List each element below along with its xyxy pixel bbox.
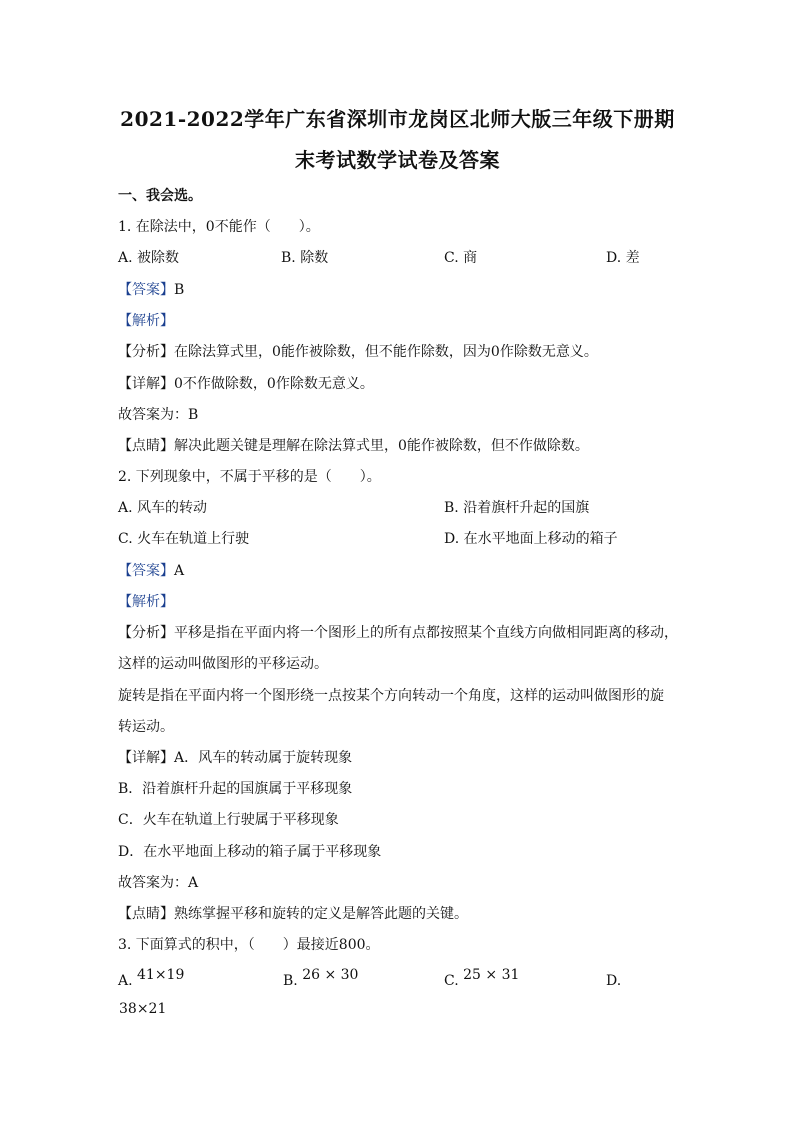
q2-conclusion: 故答案为：A [118,875,199,891]
q1-fenxi [118,342,598,362]
q3-option-b [283,967,359,991]
q3-option-d-expression: 38×21 [119,1001,167,1017]
document-title-line1: 2021-2022学年广东省深圳市龙岗区北师大版三年级下册期 [120,107,675,131]
q2-fenxi-line1 [118,623,678,643]
q2-option-d: D. 在水平地面上移动的箱子 [444,531,618,547]
q2-fenxi-line4: 转运动。 [118,719,174,735]
option-expression: 25 × 31 [463,967,520,983]
q3-option-c [444,967,520,991]
fenxi-text: 平移是指在平面内将一个图形上的所有点都按照某个直线方向做相同距离的移动， [174,625,678,641]
q2-option-c: C. 火车在轨道上行驶 [118,531,250,547]
q3-option-d [606,971,621,991]
xiangjie-tag: 【详解】 [118,750,174,766]
option-expression: 26 × 30 [302,967,359,983]
q2-dianjing [118,904,468,924]
q2-xiangjie-b: B．沿着旗杆升起的国旗属于平移现象 [118,781,353,797]
answer-value: B [174,282,185,298]
q3-option-a [118,967,185,991]
q1-dianjing [118,436,589,456]
xiangjie-text: A．风车的转动属于旋转现象 [174,750,353,766]
answer-tag: 【答案】 [118,282,174,298]
xiangjie-text: 0不作做除数，0作除数无意义。 [174,376,374,392]
q1-option-d: D. 差 [606,250,640,266]
q1-jiexi-tag: 【解析】 [118,313,174,329]
fenxi-tag: 【分析】 [118,625,174,641]
q2-xiangjie-a [118,748,352,768]
q1-option-a: A. 被除数 [118,250,180,266]
dianjing-tag: 【点睛】 [118,906,174,922]
q2-option-b: B. 沿着旗杆升起的国旗 [444,500,590,516]
answer-value: A [174,563,185,579]
answer-tag: 【答案】 [118,563,174,579]
q2-xiangjie-d: D．在水平地面上移动的箱子属于平移现象 [118,844,382,860]
section-heading: 一、我会选。 [118,188,202,204]
fenxi-tag: 【分析】 [118,344,174,360]
q2-answer [118,561,184,581]
document-title-line2: 末考试数学试卷及答案 [295,148,500,172]
q1-xiangjie [118,374,374,394]
q1-stem: 1. 在除法中，0不能作（ ）。 [118,219,320,235]
option-expression: 41×19 [137,967,185,983]
q2-option-a: A. 风车的转动 [118,500,208,516]
q2-xiangjie-c: C．火车在轨道上行驶属于平移现象 [118,812,339,828]
q1-answer [118,280,184,300]
dianjing-text: 解决此题关键是理解在除法算式里，0能作被除数，但不作做除数。 [174,438,589,454]
q2-stem: 2. 下列现象中，不属于平移的是（ ）。 [118,469,381,485]
option-letter: D. [606,973,622,989]
q2-fenxi-line3: 旋转是指在平面内将一个图形绕一点按某个方向转动一个角度，这样的运动叫做图形的旋 [118,688,664,704]
fenxi-text: 在除法算式里，0能作被除数，但不能作除数，因为0作除数无意义。 [174,344,598,360]
option-letter: A. [118,973,133,989]
q1-option-c: C. 商 [444,250,478,266]
q2-fenxi-line2: 这样的运动叫做图形的平移运动。 [118,656,328,672]
dianjing-text: 熟练掌握平移和旋转的定义是解答此题的关键。 [174,906,468,922]
q1-conclusion: 故答案为：B [118,407,199,423]
option-letter: C. [444,973,459,989]
xiangjie-tag: 【详解】 [118,376,174,392]
q1-option-b: B. 除数 [281,250,329,266]
option-letter: B. [283,973,298,989]
q2-jiexi-tag: 【解析】 [118,594,174,610]
dianjing-tag: 【点睛】 [118,438,174,454]
q3-stem: 3. 下面算式的积中，（ ）最接近800。 [118,937,380,953]
